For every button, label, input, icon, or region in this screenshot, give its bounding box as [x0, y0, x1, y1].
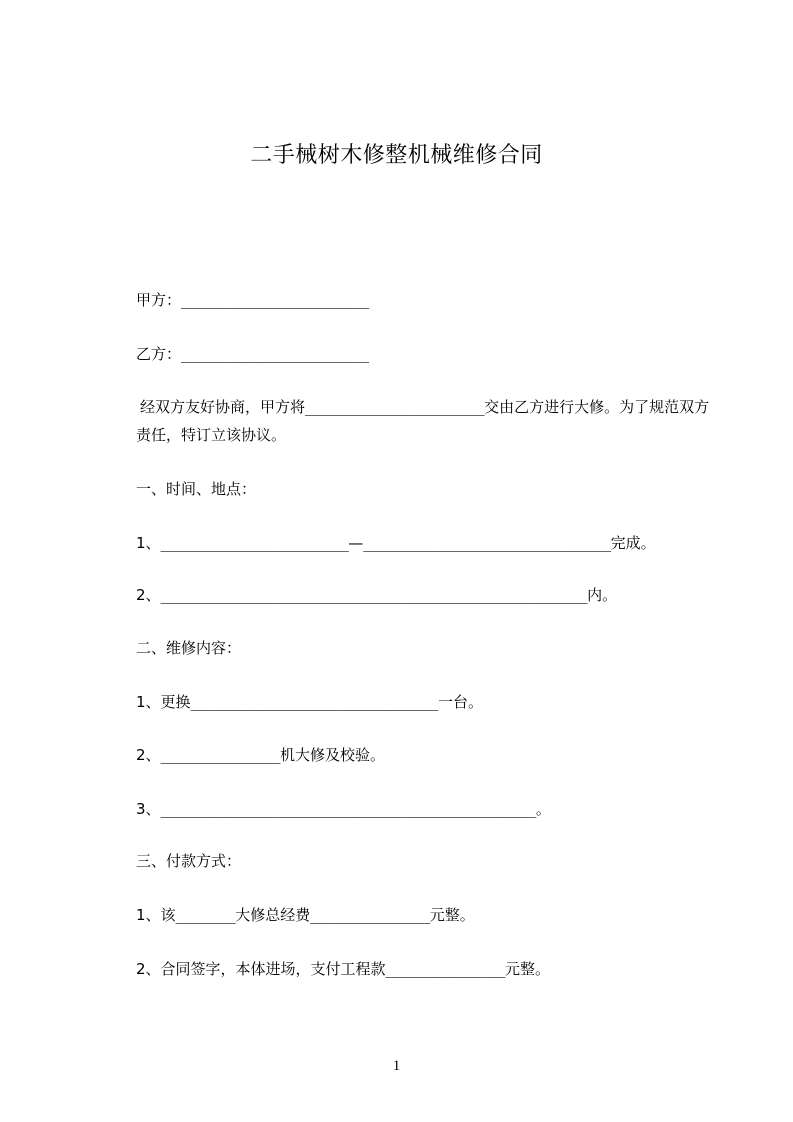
section1-item1-blank2: _____________________________	[363, 534, 611, 552]
section3-item2	[136, 959, 550, 979]
section2-item2-suffix: 机大修及校验。	[279, 746, 385, 764]
section1-item1-suffix: 完成。	[610, 534, 656, 552]
section2-item2-prefix: 2、	[136, 746, 161, 764]
intro-blank: _____________________	[305, 398, 485, 416]
party-a-blank: ______________________	[181, 291, 369, 309]
section1-item1-prefix: 1、	[136, 534, 161, 552]
section2-item2-blank: ______________	[160, 746, 280, 764]
party-a-label: 甲方：	[136, 291, 182, 309]
intro-paragraph	[136, 393, 716, 449]
section3-item1-blank2: ______________	[310, 906, 430, 924]
section3-item1-middle: 大修总经费	[235, 906, 311, 924]
document-title: 二手械树木修整机械维修合同	[250, 143, 543, 168]
section2-item1	[136, 692, 483, 712]
section1-heading: 一、时间、地点：	[136, 480, 257, 498]
intro-text-after: 交由乙方进行大修。为了规范双方责任，特订立该协议。	[136, 398, 710, 444]
section1-item2-blank: __________________________________________________	[160, 586, 588, 604]
page-number: 1	[392, 1058, 401, 1074]
section2-item2	[136, 745, 385, 765]
section3-item2-suffix: 元整。	[504, 960, 550, 978]
section1-item1	[136, 533, 656, 553]
section2-item3-suffix: 。	[535, 800, 551, 818]
party-a-line	[136, 290, 369, 310]
section3-item1-blank1: _______	[175, 906, 236, 924]
party-b-blank: ______________________	[181, 345, 369, 363]
section1-item1-dash: —	[348, 534, 364, 552]
section2-item1-prefix: 1、更换	[136, 693, 191, 711]
section3-item1	[136, 905, 475, 925]
section2-item3-blank: ____________________________________________	[160, 800, 536, 818]
party-b-label: 乙方：	[136, 345, 182, 363]
section2-heading: 二、维修内容：	[136, 639, 242, 657]
section2-item1-blank: _____________________________	[190, 693, 438, 711]
section1-item2	[136, 585, 617, 605]
intro-text-before: 经双方友好协商，甲方将	[140, 398, 306, 416]
section2-item3	[136, 799, 551, 819]
section1-item2-suffix: 内。	[587, 586, 618, 604]
section1-item1-blank1: ______________________	[160, 534, 349, 552]
section2-item3-prefix: 3、	[136, 800, 161, 818]
section3-item1-prefix: 1、该	[136, 906, 176, 924]
section1-item2-prefix: 2、	[136, 586, 161, 604]
section3-heading: 三、付款方式：	[136, 852, 242, 870]
party-b-line	[136, 344, 369, 364]
section3-item2-prefix: 2、合同签字，本体进场，支付工程款	[136, 960, 386, 978]
section3-item2-blank: ______________	[385, 960, 505, 978]
section2-item1-suffix: 一台。	[437, 693, 483, 711]
section3-item1-suffix: 元整。	[429, 906, 475, 924]
